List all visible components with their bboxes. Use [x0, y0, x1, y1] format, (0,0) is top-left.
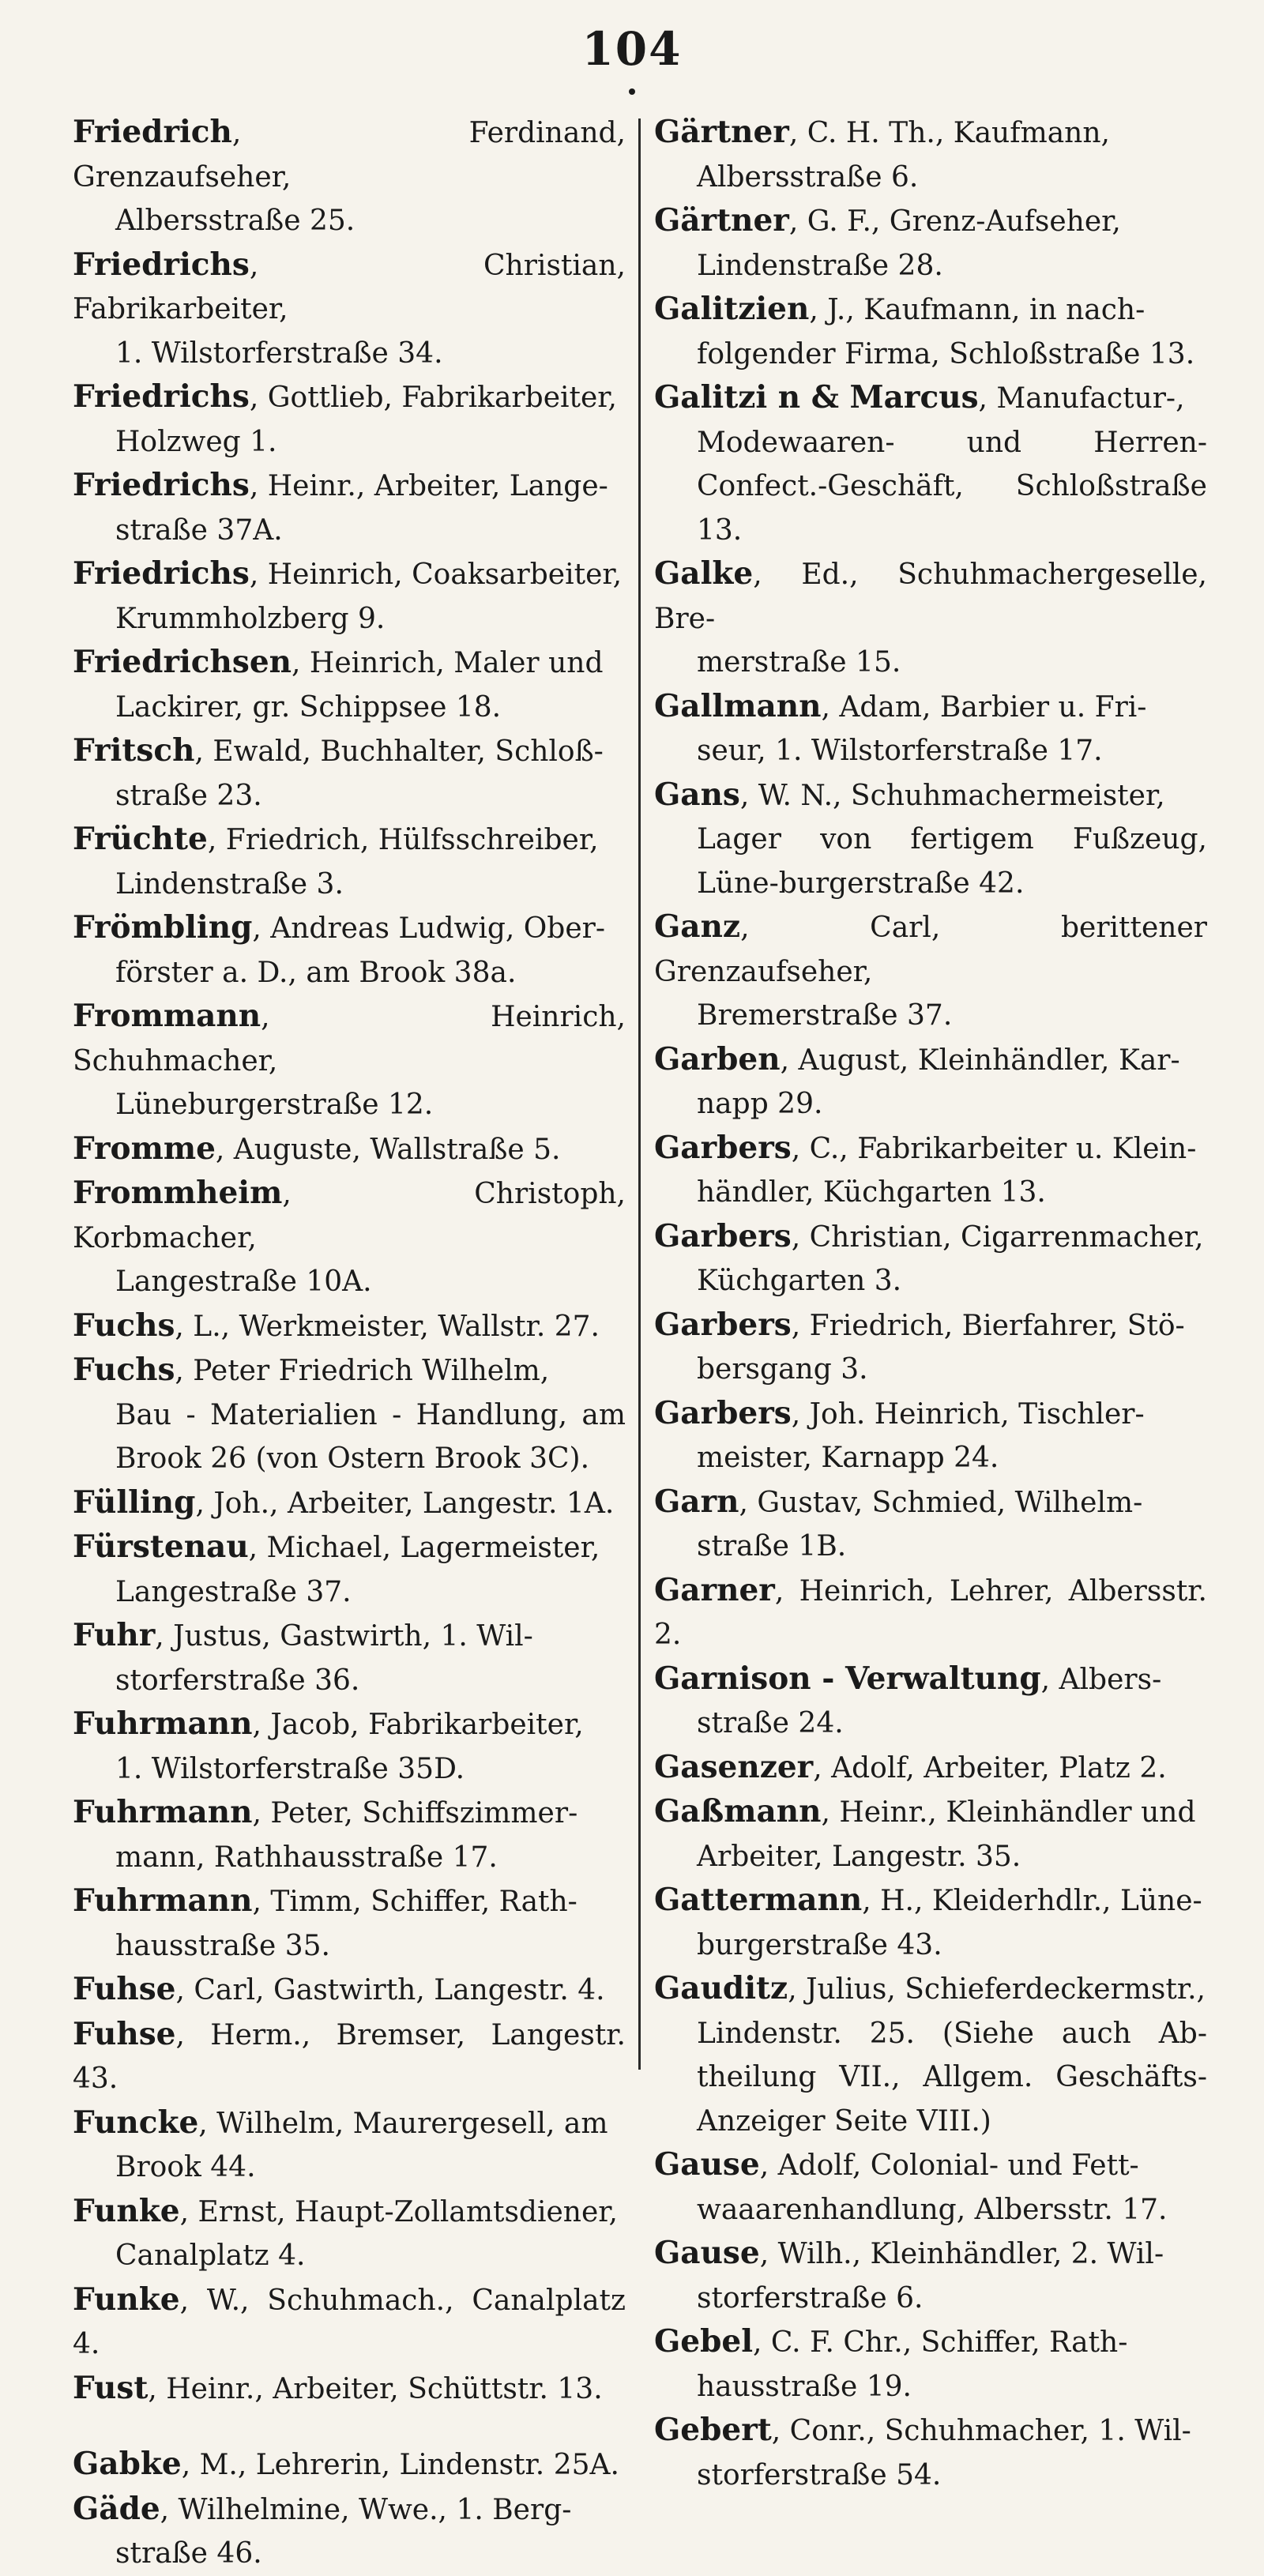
- entry-details: , Adolf, Colonial- und Fett-: [759, 2149, 1139, 2182]
- directory-entry: [73, 906, 626, 995]
- entry-continuation: Bremerstraße 37.: [697, 999, 953, 1032]
- directory-entry: [654, 1657, 1207, 1746]
- entry-surname: Gabke: [73, 2446, 182, 2482]
- directory-entry: [654, 1480, 1207, 1569]
- page-number: 104: [581, 22, 683, 76]
- entry-details: , Andreas Ludwig, Ober-: [252, 912, 606, 945]
- directory-entry: [73, 729, 626, 818]
- entry-details: , C., Fabrikarbeiter u. Klein-: [791, 1132, 1197, 1165]
- entry-continuation: burgerstraße 43.: [697, 1928, 942, 1961]
- directory-entry: [73, 1127, 626, 1172]
- entry-details: , Gottlieb, Fabrikarbeiter,: [249, 382, 617, 414]
- directory-entry: [73, 1348, 626, 1481]
- entry-details: , Ernst, Haupt-Zollamtsdiener,: [179, 2195, 618, 2228]
- entry-continuation: waaarenhandlung, Albersstr. 17.: [697, 2193, 1168, 2226]
- directory-entry: [73, 1879, 626, 1968]
- entry-continuation: Langestraße 10A.: [115, 1265, 372, 1298]
- entry-details: , Albers-: [1040, 1663, 1162, 1696]
- entry-details: , Herm., Bremser, Langestr. 43.: [73, 2018, 626, 2095]
- entry-continuation: bersgang 3.: [697, 1353, 868, 1386]
- entry-surname: Gärtner: [654, 114, 789, 150]
- entry-continuation: 1. Wilstorferstraße 35D.: [115, 1752, 465, 1785]
- entry-details: , Heinrich, Schuhmacher,: [73, 1001, 626, 1077]
- entry-surname: Früchte: [73, 821, 208, 857]
- entry-details: , Peter Friedrich Wilhelm,: [175, 1355, 550, 1387]
- left-column: [73, 111, 626, 2576]
- directory-entry: [73, 995, 626, 1127]
- entry-continuation: Lindenstraße 3.: [115, 867, 344, 901]
- entry-continuation: händler, Küchgarten 13.: [697, 1176, 1046, 1209]
- entry-surname: Gaßmann: [654, 1793, 822, 1830]
- directory-entry: [654, 1392, 1207, 1480]
- entry-continuation: Küchgarten 3.: [697, 1265, 902, 1297]
- entry-surname: Fuhrmann: [73, 1794, 253, 1830]
- entry-continuation: straße 1B.: [697, 1530, 847, 1563]
- entry-details: , Gustav, Schmied, Wilhelm-: [739, 1486, 1143, 1519]
- entry-surname: Ganz: [654, 908, 741, 945]
- directory-entry: [654, 905, 1207, 1038]
- entry-continuation: straße 46.: [115, 2537, 262, 2570]
- entry-details: , Manufactur-,: [978, 382, 1185, 415]
- directory-entry: [654, 1303, 1207, 1392]
- section-gap: [73, 2411, 626, 2442]
- directory-entry: [73, 1614, 626, 1702]
- entry-surname: Friedrichs: [73, 246, 250, 283]
- entry-details: , Wilh., Kleinhändler, 2. Wil-: [759, 2238, 1164, 2270]
- entry-continuation: Langestraße 37.: [115, 1575, 352, 1608]
- directory-entry: [654, 288, 1207, 376]
- entry-details: , Christoph, Korbmacher,: [73, 1178, 626, 1254]
- directory-entry: [73, 2101, 626, 2190]
- entry-details: , W., Schuhmach., Canalplatz 4.: [73, 2284, 626, 2360]
- entry-details: , Wilhelmine, Wwe., 1. Berg-: [160, 2493, 572, 2526]
- entry-details: , Ed., Schuhmachergeselle, Bre-: [654, 558, 1207, 635]
- entry-surname: Gebert: [654, 2412, 772, 2448]
- entry-surname: Fuchs: [73, 1307, 175, 1344]
- entry-details: , Heinr., Arbeiter, Schüttstr. 13.: [148, 2372, 603, 2405]
- entry-surname: Gans: [654, 776, 740, 813]
- entry-continuation: straße 24.: [697, 1707, 844, 1739]
- entry-details: , Justus, Gastwirth, 1. Wil-: [155, 1620, 533, 1653]
- entry-continuation: Lüneburgerstraße 12.: [115, 1089, 434, 1121]
- directory-entry: [73, 2442, 626, 2488]
- directory-entry: [654, 1126, 1207, 1215]
- entry-continuation: merstraße 15.: [697, 646, 901, 679]
- directory-entry: [654, 376, 1207, 552]
- entry-surname: Galitzien: [654, 291, 810, 327]
- directory-entry: [654, 1038, 1207, 1126]
- entry-details: , August, Kleinhändler, Kar-: [780, 1044, 1180, 1077]
- directory-entry: [654, 1569, 1207, 1657]
- directory-entry: [654, 111, 1207, 199]
- entry-continuation: Lager von fertigem Fußzeug, Lüne-burgerstraße 42.: [697, 823, 1207, 900]
- directory-entry: [73, 818, 626, 906]
- entry-details: , Peter, Schiffszimmer-: [252, 1797, 578, 1830]
- directory-entry: [73, 1968, 626, 2013]
- entry-details: , W. N., Schuhmachermeister,: [739, 779, 1165, 812]
- entry-details: , Friedrich, Hülfsschreiber,: [207, 824, 599, 856]
- entry-continuation: hausstraße 35.: [115, 1929, 330, 1962]
- entry-details: , J., Kaufmann, in nach-: [809, 294, 1146, 326]
- directory-entry: [73, 1702, 626, 1791]
- entry-continuation: storferstraße 54.: [697, 2458, 942, 2491]
- entry-surname: Gattermann: [654, 1882, 863, 1918]
- entry-surname: Fuhr: [73, 1617, 156, 1653]
- entry-surname: Garbers: [654, 1306, 792, 1343]
- entry-details: , Carl, Gastwirth, Langestr. 4.: [175, 1974, 605, 2006]
- entry-continuation: mann, Rathhausstraße 17.: [115, 1841, 498, 1874]
- directory-entry: [654, 2320, 1207, 2409]
- entry-details: , Heinrich, Maler und: [292, 647, 604, 679]
- directory-entry: [73, 1304, 626, 1349]
- entry-continuation: Albersstraße 25.: [115, 205, 356, 237]
- entry-surname: Friedrichs: [73, 555, 250, 592]
- ornament-dot: [629, 88, 635, 95]
- entry-continuation: förster a. D., am Brook 38a.: [115, 956, 517, 989]
- entry-continuation: Brook 44.: [115, 2151, 256, 2183]
- entry-details: , Joh., Arbeiter, Langestr. 1A.: [195, 1487, 615, 1520]
- entry-details: , Wilhelm, Maurergesell, am: [198, 2107, 608, 2140]
- entry-surname: Gebel: [654, 2323, 754, 2360]
- entry-details: , Christian, Fabrikarbeiter,: [73, 249, 626, 325]
- entry-surname: Galke: [654, 555, 754, 592]
- entry-continuation: Bau - Materialien - Handlung, am Brook 26 (von Ostern Brook 3C).: [115, 1398, 626, 1475]
- entry-continuation: storferstraße 6.: [697, 2281, 924, 2315]
- directory-entry: [654, 199, 1207, 288]
- entry-details: , Christian, Cigarrenmacher,: [791, 1220, 1204, 1254]
- entry-details: , Ferdinand, Grenzaufseher,: [73, 117, 626, 194]
- entry-surname: Garnison - Verwaltung: [654, 1660, 1041, 1697]
- entry-surname: Frommheim: [73, 1175, 283, 1211]
- entry-surname: Friedrichs: [73, 378, 250, 415]
- directory-entry: [73, 552, 626, 641]
- entry-surname: Gärtner: [654, 202, 789, 239]
- entry-details: , M., Lehrerin, Lindenstr. 25A.: [181, 2449, 619, 2481]
- directory-entry: [73, 641, 626, 729]
- directory-entry: [73, 2488, 626, 2576]
- directory-entry: [73, 1791, 626, 1879]
- directory-entry: [654, 2232, 1207, 2320]
- entry-continuation: Arbeiter, Langestr. 35.: [697, 1840, 1021, 1873]
- entry-details: , Heinrich, Lehrer, Albersstr. 2.: [654, 1574, 1207, 1651]
- directory-entry: [654, 773, 1207, 906]
- entry-surname: Friedrich: [73, 114, 232, 150]
- entry-surname: Gause: [654, 2235, 760, 2271]
- directory-entry: [73, 375, 626, 464]
- entry-details: , Auguste, Wallstraße 5.: [215, 1133, 561, 1166]
- directory-entry: [73, 1525, 626, 1614]
- entry-surname: Gallmann: [654, 687, 822, 724]
- entry-surname: Frömbling: [73, 909, 253, 946]
- directory-entry: [73, 2367, 626, 2412]
- directory-entry: [73, 2278, 626, 2367]
- entry-surname: Gauditz: [654, 1970, 788, 2006]
- entry-surname: Fromme: [73, 1130, 216, 1167]
- entry-surname: Garn: [654, 1483, 739, 1520]
- directory-entry: [73, 1171, 626, 1304]
- directory-entry: [73, 1481, 626, 1526]
- entry-surname: Fuhrmann: [73, 1705, 253, 1742]
- entry-details: , Heinrich, Coaksarbeiter,: [249, 558, 623, 591]
- entry-surname: Funke: [73, 2192, 180, 2229]
- entry-details: , Conr., Schuhmacher, 1. Wil-: [771, 2415, 1191, 2447]
- entry-continuation: folgender Firma, Schloßstraße 13.: [697, 337, 1195, 370]
- entry-surname: Gäde: [73, 2490, 160, 2527]
- entry-surname: Galitzi n & Marcus: [654, 379, 979, 416]
- entry-surname: Fuhrmann: [73, 1882, 253, 1919]
- entry-continuation: straße 37A.: [115, 513, 283, 547]
- directory-entry: [73, 2190, 626, 2278]
- right-column: [654, 111, 1207, 2497]
- entry-continuation: Lindenstraße 28.: [697, 249, 943, 282]
- entry-surname: Fuchs: [73, 1352, 175, 1388]
- entry-details: , H., Kleiderhdlr., Lüne-: [862, 1885, 1202, 1917]
- directory-entry: [73, 243, 626, 376]
- entry-details: , Timm, Schiffer, Rath-: [252, 1886, 577, 1918]
- entry-details: , Heinr., Arbeiter, Lange-: [249, 470, 608, 502]
- entry-continuation: hausstraße 19.: [697, 2370, 912, 2403]
- entry-continuation: Modewaaren- und Herren-Confect.-Geschäft, Schloßstraße 13.: [697, 426, 1207, 547]
- entry-surname: Garbers: [654, 1394, 792, 1431]
- entry-surname: Fritsch: [73, 732, 195, 769]
- entry-details: , C. H. Th., Kaufmann,: [788, 117, 1110, 149]
- directory-entry: [654, 1746, 1207, 1791]
- entry-details: , L., Werkmeister, Wallstr. 27.: [175, 1310, 600, 1343]
- entry-surname: Friedrichs: [73, 467, 250, 503]
- directory-entry: [654, 1790, 1207, 1878]
- entry-surname: Garner: [654, 1571, 775, 1608]
- directory-entry: [654, 2143, 1207, 2232]
- entry-continuation: 1. Wilstorferstraße 34.: [115, 337, 443, 370]
- entry-details: , Ewald, Buchhalter, Schloß-: [194, 735, 604, 768]
- entry-continuation: Lackirer, gr. Schippsee 18.: [115, 690, 502, 724]
- entry-details: , Heinr., Kleinhändler und: [821, 1796, 1196, 1829]
- entry-details: , Friedrich, Bierfahrer, Stö-: [791, 1309, 1185, 1342]
- entry-continuation: storferstraße 36.: [115, 1664, 360, 1697]
- entry-details: , Jacob, Fabrikarbeiter,: [252, 1709, 584, 1741]
- entry-surname: Fust: [73, 2369, 149, 2406]
- entry-surname: Garben: [654, 1040, 781, 1077]
- entry-details: , Adolf, Arbeiter, Platz 2.: [813, 1751, 1167, 1784]
- entry-continuation: napp 29.: [697, 1088, 823, 1120]
- entry-surname: Garbers: [654, 1217, 792, 1254]
- entry-surname: Gasenzer: [654, 1748, 814, 1785]
- entry-surname: Fuhse: [73, 1971, 176, 2007]
- entry-surname: Fülling: [73, 1484, 196, 1521]
- entry-details: , C. F. Chr., Schiffer, Rath-: [753, 2326, 1128, 2359]
- entry-details: , G. F., Grenz-Aufseher,: [788, 205, 1121, 238]
- directory-entry: [654, 1967, 1207, 2143]
- entry-continuation: Canalplatz 4.: [115, 2239, 306, 2272]
- column-divider: [638, 118, 641, 2070]
- entry-surname: Funcke: [73, 2104, 199, 2141]
- entry-continuation: seur, 1. Wilstorferstraße 17.: [697, 735, 1103, 767]
- entry-surname: Fuhse: [73, 2015, 176, 2052]
- entry-details: , Julius, Schieferdeckermstr.,: [788, 1973, 1206, 2006]
- entry-details: , Adam, Barbier u. Fri-: [821, 690, 1147, 724]
- directory-entry: [654, 1878, 1207, 1967]
- directory-entry: [73, 111, 626, 243]
- entry-continuation: Krummholzberg 9.: [115, 602, 386, 635]
- directory-entry: [654, 2409, 1207, 2497]
- entry-surname: Friedrichsen: [73, 644, 292, 680]
- directory-entry: [654, 552, 1207, 685]
- entry-surname: Frommann: [73, 998, 261, 1034]
- entry-continuation: meister, Karnapp 24.: [697, 1442, 999, 1474]
- entry-continuation: Holzweg 1.: [115, 425, 277, 458]
- entry-surname: Garbers: [654, 1129, 792, 1166]
- entry-surname: Gause: [654, 2146, 760, 2183]
- directory-entry: [73, 2013, 626, 2101]
- directory-entry: [654, 685, 1207, 773]
- entry-details: , Michael, Lagermeister,: [248, 1532, 600, 1564]
- entry-surname: Fürstenau: [73, 1529, 249, 1565]
- entry-continuation: straße 23.: [115, 779, 262, 812]
- entry-continuation: Lindenstr. 25. (Siehe auch Ab-theilung VII., Allgem. Geschäfts-Anzeiger Seite VIII.): [697, 2017, 1207, 2138]
- entry-details: , Joh. Heinrich, Tischler-: [791, 1397, 1145, 1431]
- directory-entry: [654, 1215, 1207, 1303]
- entry-continuation: Albersstraße 6.: [697, 160, 919, 194]
- entry-surname: Funke: [73, 2281, 180, 2318]
- directory-entry: [73, 464, 626, 552]
- entry-details: , Carl, berittener Grenzaufseher,: [654, 912, 1207, 988]
